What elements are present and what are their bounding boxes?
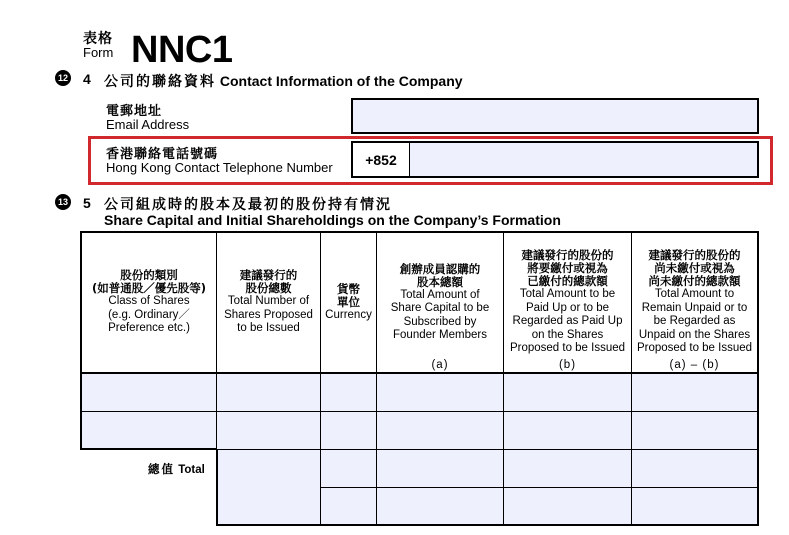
- email-label-en: Email Address: [106, 117, 190, 132]
- section-title-en: Share Capital and Initial Shareholdings on the Company’s Formation: [104, 212, 561, 228]
- section-title-zh: 公司組成時的股本及最初的股份持有情況: [104, 197, 392, 213]
- phone-label-zh: 香港聯絡電話號碼: [106, 147, 219, 162]
- total1-amount-b-input[interactable]: [503, 449, 632, 488]
- row1-shares-input[interactable]: [216, 373, 321, 412]
- row1-class-input[interactable]: [80, 373, 217, 412]
- row2-unpaid-input[interactable]: [631, 411, 759, 450]
- email-label-zh: 電郵地址: [106, 104, 163, 119]
- total2-amount-a-input[interactable]: [376, 487, 504, 526]
- form-label-zh: 表格: [83, 31, 113, 47]
- form-code: NNC1: [131, 29, 233, 71]
- section-title-en: Contact Information of the Company: [219, 73, 463, 89]
- ref-b: (b): [558, 359, 577, 371]
- col-header-class: 股份的類別 (如普通股／優先股等) Class of Shares (e.g. Ordinary／ Preference etc.): [80, 231, 217, 374]
- total1-amount-a-input[interactable]: [376, 449, 504, 488]
- row1-amount-a-input[interactable]: [376, 373, 504, 412]
- row1-unpaid-input[interactable]: [631, 373, 759, 412]
- section-number: 5: [83, 195, 91, 211]
- row2-currency-input[interactable]: [320, 411, 377, 450]
- total1-unpaid-input[interactable]: [631, 449, 759, 488]
- total-label: 總值 Total: [148, 462, 205, 476]
- form-label-en: Form: [83, 45, 114, 60]
- total2-amount-b-input[interactable]: [503, 487, 632, 526]
- col-header-amount-unpaid: 建議發行的股份的 尚未繳付或視為 尚未繳付的總款額 Total Amount to Remain Unpaid or to be Regarded as Unpaid on the Shares Proposed to be Issued (a) – (b): [631, 231, 759, 374]
- row2-shares-input[interactable]: [216, 411, 321, 450]
- section-badge-icon: 12: [55, 70, 71, 86]
- col-header-currency: 貨幣 單位 Currency: [320, 231, 377, 374]
- total2-unpaid-input[interactable]: [631, 487, 759, 526]
- row2-amount-a-input[interactable]: [376, 411, 504, 450]
- row1-currency-input[interactable]: [320, 373, 377, 412]
- col-header-total-shares: 建議發行的 股份總數 Total Number of Shares Proposed to be Issued: [216, 231, 321, 374]
- col-header-amount-b: 建議發行的股份的 將要繳付或視為 已繳付的總款額 Total Amount to be Paid Up or to be Regarded as Paid Up on the Shares Proposed to be Issued (b): [503, 231, 632, 374]
- phone-prefix: +852: [353, 143, 410, 176]
- ref-a: (a): [431, 359, 449, 371]
- section-number: 4: [83, 71, 91, 87]
- total-shares-input[interactable]: [216, 449, 321, 526]
- phone-label-en: Hong Kong Contact Telephone Number: [106, 160, 333, 175]
- total2-currency-input[interactable]: [320, 487, 377, 526]
- row2-class-input[interactable]: [80, 411, 217, 450]
- row2-amount-b-input[interactable]: [503, 411, 632, 450]
- ref-a-minus-b: (a) – (b): [669, 359, 720, 371]
- row1-amount-b-input[interactable]: [503, 373, 632, 412]
- section-badge-icon: 13: [55, 194, 71, 210]
- section-title-zh: 公司的聯絡資料: [104, 74, 216, 90]
- col-header-amount-a: 創辦成員認購的 股本總額 Total Amount of Share Capital to be Subscribed by Founder Members (a): [376, 231, 504, 374]
- total1-currency-input[interactable]: [320, 449, 377, 488]
